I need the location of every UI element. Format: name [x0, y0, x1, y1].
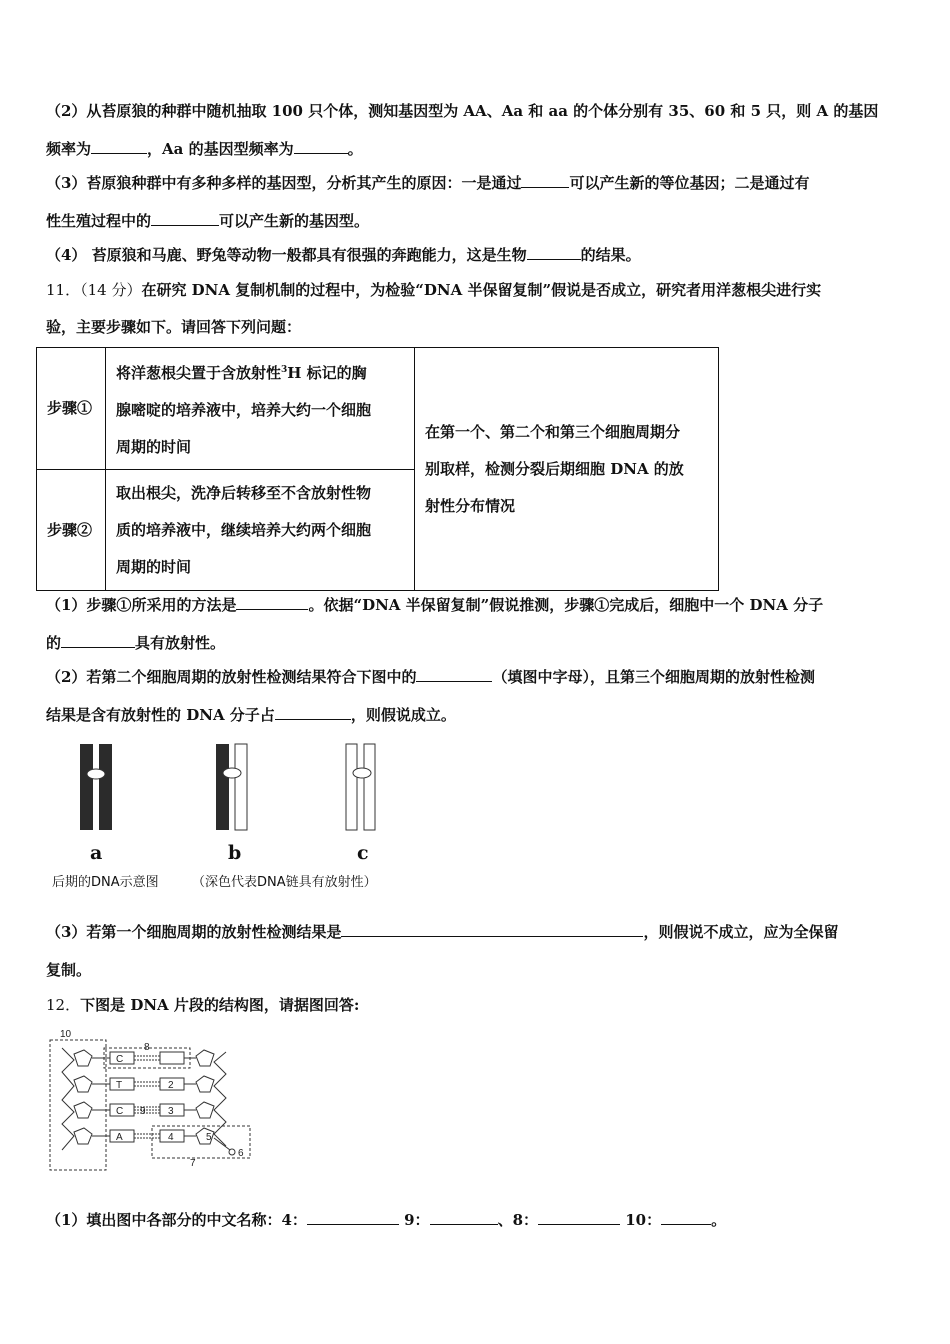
q11-sub1-line2: [46, 632, 225, 654]
base-label: C: [116, 1106, 124, 1117]
base-label: A: [116, 1132, 123, 1143]
q11-sub3-text-b: ，则假说不成立，应为全保留: [643, 923, 839, 941]
step1-text-line2: 腺嘧啶的培养液中，培养大约一个细胞: [116, 400, 372, 419]
step2-label: 步骤②: [37, 470, 106, 591]
figure-caption-right: （深色代表DNA链具有放射性）: [192, 875, 377, 890]
label-7: 7: [190, 1158, 196, 1169]
q10-p3-line1: [46, 172, 809, 194]
label-2: 2: [168, 1080, 174, 1091]
figure-label-c: c: [357, 842, 369, 864]
label-9: 9: [140, 1106, 146, 1117]
q11-sub1-text-a: （1）步骤①所采用的方法是: [46, 596, 237, 614]
q10-p3-text-c: 性生殖过程中的: [46, 212, 152, 230]
q11-sub1-text-c: 的: [46, 634, 62, 652]
answer-blank[interactable]: [661, 1209, 711, 1225]
detection-cell: [415, 348, 719, 591]
q11-sub3-text-a: （3）若第一个细胞周期的放射性检测结果是: [46, 923, 342, 941]
chromosome-c: [346, 744, 375, 830]
q11-sub2-line1: [46, 666, 815, 688]
q10-p2-line2: [46, 138, 363, 160]
label-8: 8: [144, 1042, 150, 1053]
answer-blank[interactable]: [275, 704, 351, 720]
answer-blank[interactable]: [236, 594, 308, 610]
q10-p3-text-a: （3）苔原狼种群中有多种多样的基因型，分析其产生的原因：一是通过: [46, 174, 522, 192]
nucleotide-box-10: [50, 1040, 106, 1170]
q12-sub1-text-e: 。: [711, 1211, 727, 1229]
step1-text-line3: 周期的时间: [116, 437, 192, 456]
label-6: 6: [238, 1148, 244, 1159]
answer-blank[interactable]: [151, 210, 219, 226]
step1-text-a: 将洋葱根尖置于含放射性: [116, 363, 282, 382]
detection-line1: 在第一个、第二个和第三个细胞周期分: [425, 422, 681, 441]
step2-content: [106, 470, 415, 591]
dna-structure-diagram: [44, 1026, 264, 1176]
answer-blank[interactable]: [430, 1209, 498, 1225]
step1-label: 步骤①: [37, 348, 106, 470]
chromosome-a: [80, 744, 112, 830]
label-10: 10: [60, 1029, 72, 1040]
chromosome-b: [216, 744, 247, 830]
step1-text-b: H 标记的胸: [287, 363, 367, 382]
answer-blank[interactable]: [527, 244, 581, 260]
step2-text-line1: 取出根尖，洗净后转移至不含放射性物: [116, 483, 372, 502]
label-4: 4: [168, 1132, 174, 1143]
step2-text-line2: 质的培养液中，继续培养大约两个细胞: [116, 520, 372, 539]
answer-blank[interactable]: [91, 138, 147, 154]
answer-blank[interactable]: [294, 138, 348, 154]
q12-sub1-text-a: （1）填出图中各部分的中文名称：4：: [46, 1211, 307, 1229]
q12-intro-text: 下图是 DNA 片段的结构图，请据图回答:: [80, 996, 360, 1014]
q11-sub2-line2: [46, 704, 456, 726]
label-5: 5: [206, 1132, 212, 1143]
q12-sub1-text-d: 10：: [620, 1211, 662, 1229]
step1-content: [106, 348, 415, 470]
q10-p4-text-b: 的结果。: [580, 246, 641, 264]
q12-sub1-text-c: 、8：: [497, 1211, 538, 1229]
q11-sub2-text-d: ，则假说成立。: [350, 706, 456, 724]
step2-text-line3: 周期的时间: [116, 557, 192, 576]
q12-intro: [46, 994, 359, 1016]
step1-superscript: 3: [281, 364, 288, 375]
q10-p2-line1: （2）从苔原狼的种群中随机抽取 100 只个体，测知基因型为 AA、Aa 和 aa 的个体分别有 35、60 和 5 只，则 A 的基因: [46, 102, 879, 120]
detection-line3: 射性分布情况: [425, 496, 516, 515]
figure-label-a: a: [90, 842, 103, 864]
figure-caption-left: 后期的DNA示意图: [52, 875, 159, 890]
steps-table: [36, 347, 719, 591]
q11-sub1-text-b: 。依据“DNA 半保留复制”假说推测，步骤①完成后，细胞中一个 DNA 分子: [308, 596, 824, 614]
q11-sub2-text-a: （2）若第二个细胞周期的放射性检测结果符合下图中的: [46, 668, 417, 686]
answer-blank[interactable]: [538, 1209, 620, 1225]
q11-sub2-text-b: （填图中字母），且第三个细胞周期的放射性检测: [492, 668, 815, 686]
q10-p3-text-b: 可以产生新的等位基因；二是通过有: [569, 174, 810, 192]
base-label: C: [116, 1054, 124, 1065]
answer-blank[interactable]: [307, 1209, 399, 1225]
q11-score: （14 分）: [80, 281, 142, 299]
q10-p2-text-c: 。: [347, 140, 363, 158]
q11-sub1-text-d: 具有放射性。: [135, 634, 226, 652]
q11-sub3-line2: 复制。: [46, 961, 92, 979]
q11-number: 11．: [46, 281, 81, 299]
q11-intro-text: 在研究 DNA 复制机制的过程中，为检验“DNA 半保留复制”假说是否成立，研究者用洋葱根尖进行实: [141, 281, 822, 299]
q10-p2-text-b: ，Aa 的基因型频率为: [147, 140, 294, 158]
q11-intro-line2: 验，主要步骤如下。请回答下列问题：: [46, 318, 302, 336]
answer-blank[interactable]: [521, 172, 569, 188]
q10-p3-text-d: 可以产生新的基因型。: [219, 212, 370, 230]
base-label: T: [116, 1080, 123, 1091]
q10-p2-text-a: 频率为: [46, 140, 92, 158]
q11-intro-line1: [46, 279, 821, 301]
q12-number: 12．: [46, 996, 81, 1014]
detection-line2: 别取样，检测分裂后期细胞 DNA 的放: [425, 459, 684, 478]
q11-sub1-line1: [46, 594, 823, 616]
answer-blank[interactable]: [416, 666, 492, 682]
q10-p3-line2: [46, 210, 369, 232]
q11-sub2-text-c: 结果是含有放射性的 DNA 分子占: [46, 706, 275, 724]
label-3: 3: [168, 1106, 174, 1117]
answer-blank[interactable]: [341, 921, 643, 937]
q10-p4: [46, 244, 641, 266]
q12-sub1-text-b: 9：: [398, 1211, 430, 1229]
figure-label-b: b: [228, 842, 242, 864]
table-row: [37, 348, 719, 470]
q11-sub3-line1: [46, 921, 838, 943]
q12-sub1: [46, 1209, 726, 1231]
answer-blank[interactable]: [61, 632, 135, 648]
q10-p4-text-a: （4） 苔原狼和马鹿、野兔等动物一般都具有很强的奔跑能力，这是生物: [46, 246, 527, 264]
